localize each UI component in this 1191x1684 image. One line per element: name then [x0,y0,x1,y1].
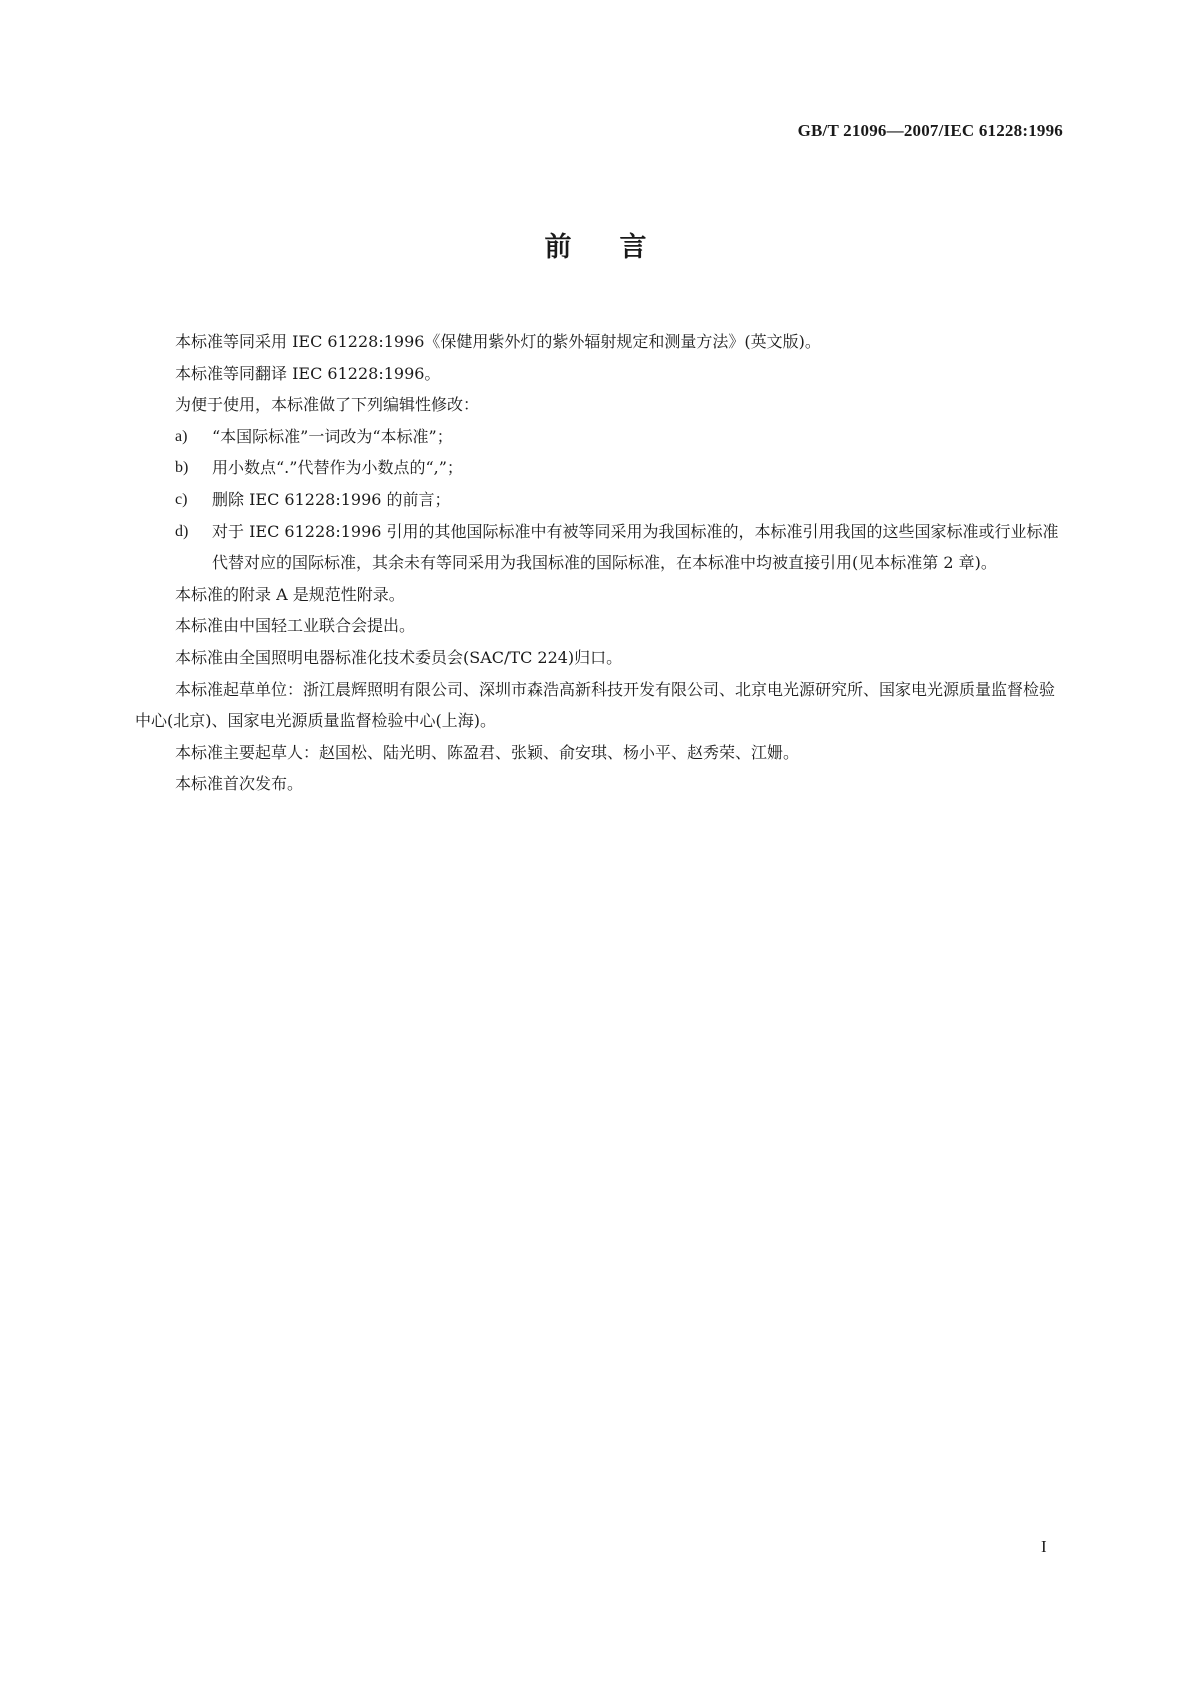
list-item [135,452,1065,484]
list-item [135,484,1065,516]
paragraph-first-release: 本标准首次发布。 [175,774,304,794]
paragraph-proposer: 本标准由中国轻工业联合会提出。 [175,616,416,636]
page-number: I [1041,1537,1047,1556]
list-item-text: “本国际标准”一词改为“本标准”； [212,426,453,446]
list-item [135,516,1065,579]
paragraph-annex: 本标准的附录 A 是规范性附录。 [175,584,405,604]
standard-number: GB/T 21096—2007/IEC 61228:1996 [797,121,1063,140]
paragraph-committee: 本标准由全国照明电器标准化技术委员会(SAC/TC 224)归口。 [175,647,623,667]
list-marker: c) [175,490,188,508]
list-marker: b) [175,459,189,477]
list-item-text: 用小数点“.”代替作为小数点的“,”； [212,458,463,478]
paragraph-drafters: 本标准主要起草人：赵国松、陆光明、陈盈君、张颖、俞安琪、杨小平、赵秀荣、江姗。 [175,742,800,762]
paragraph-drafting-units: 本标准起草单位：浙江晨辉照明有限公司、深圳市森浩高新科技开发有限公司、北京电光源研究所、国家电光源质量监督检验中心(北京)、国家电光源质量监督检验中心(上海)。 [135,679,1056,731]
list-item-text: 删除 IEC 61228:1996 的前言； [212,489,451,509]
foreword-body [135,326,1065,800]
list-marker: a) [175,427,188,445]
page-title: 前言 [544,232,695,263]
list-item [135,421,1065,453]
paragraph-translation: 本标准等同翻译 IEC 61228:1996。 [175,363,441,383]
list-marker: d) [175,522,189,540]
paragraph-adoption: 本标准等同采用 IEC 61228:1996《保健用紫外灯的紫外辐射规定和测量方法》(英文版)。 [175,332,821,351]
paragraph-edits-intro: 为便于使用，本标准做了下列编辑性修改： [175,395,480,415]
list-item-text: 对于 IEC 61228:1996 引用的其他国际标准中有被等同采用为我国标准的，本标准引用我国的这些国家标准或行业标准代替对应的国际标准，其余未有等同采用为我国标准的国际标准，在本标准中均被直接引用(见本标准第 2 章)。 [212,521,1059,573]
